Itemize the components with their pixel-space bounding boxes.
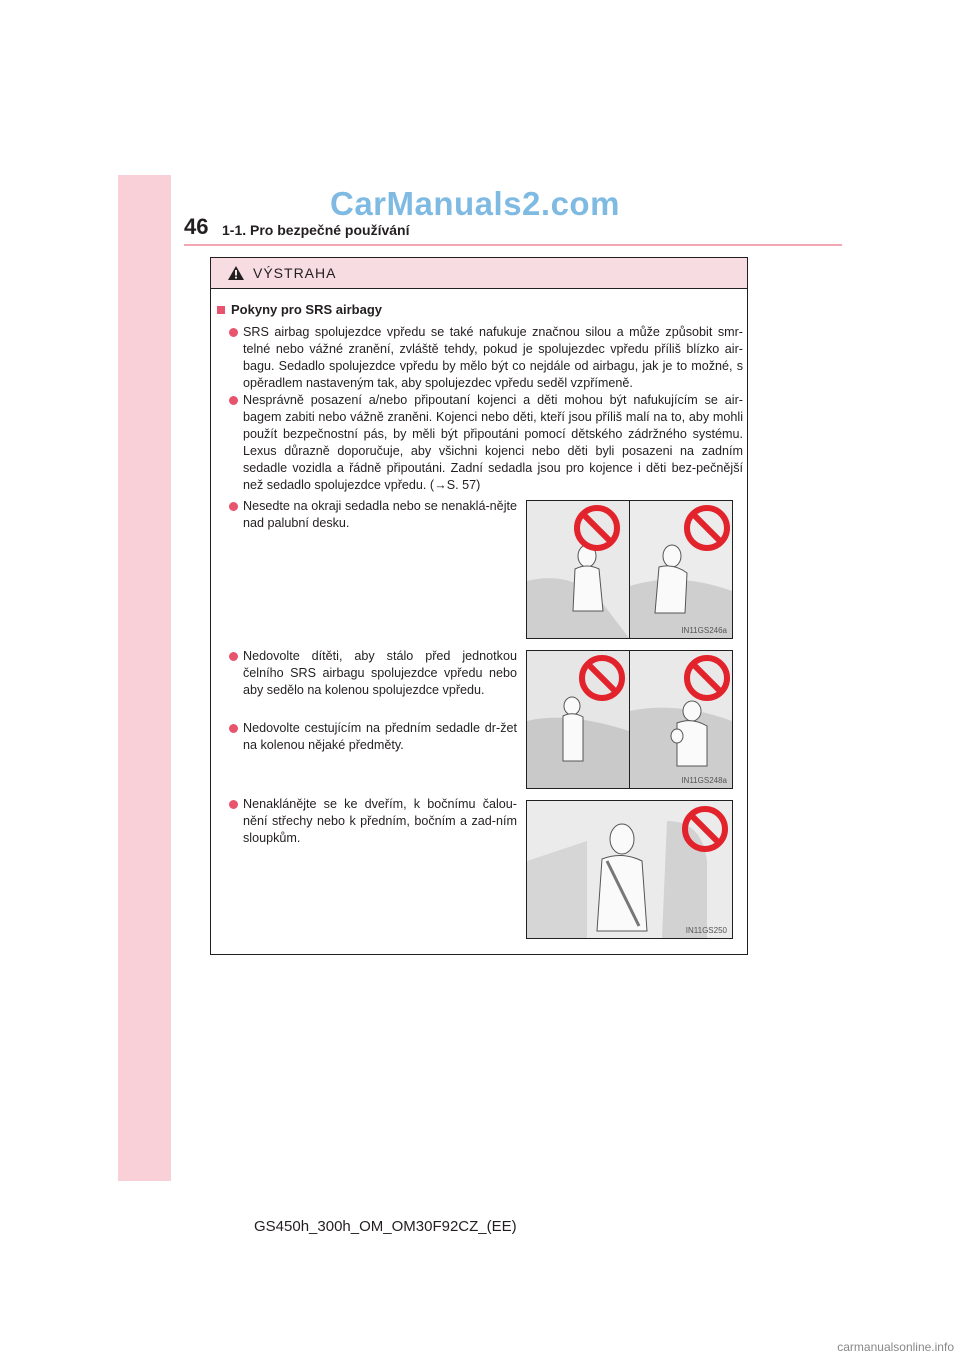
document-code: GS450h_300h_OM_OM30F92CZ_(EE) bbox=[254, 1218, 517, 1235]
square-bullet-icon bbox=[217, 306, 225, 314]
bullet-dot-icon bbox=[229, 724, 238, 733]
bullet-dot-icon bbox=[229, 328, 238, 337]
bullet-item bbox=[243, 720, 517, 754]
side-tab bbox=[118, 175, 171, 1181]
car-interior-illustration bbox=[527, 801, 732, 938]
page-number: 46 bbox=[184, 214, 209, 239]
bullet-item bbox=[243, 648, 517, 699]
car-interior-illustration bbox=[527, 501, 732, 638]
bullet-text: Nenaklánějte se ke dveřím, k bočnímu čalou-nění střechy nebo k předním, bočním a zad-ním sloupkům. bbox=[243, 797, 517, 845]
bullet-dot-icon bbox=[229, 652, 238, 661]
header-divider bbox=[184, 244, 842, 246]
illustration-lean-door bbox=[526, 800, 733, 939]
illustration-seat-edge bbox=[526, 500, 733, 639]
bullet-text: Nesprávně posazení a/nebo připoutaní kojenci a děti mohou být nafukujícím se air-bagem zabiti nebo vážně zraněni. Kojenci nebo děti, kteří jsou příliš malí na to, aby mohli použít bezpečnostní pás, by měli být připoutáni pomocí dětského zádržného systému. Lexus důrazně doporučuje, aby všichni kojenci nebo děti byli posazeni na zadním sedadle vozidla a řádně připoutáni. Zadní sedadla jsou pro kojence i děti bez-pečnější než sedadlo spolujezdce vpředu. (→S. 57) bbox=[243, 393, 743, 492]
bullet-text: Nedovolte dítěti, aby stálo před jednotkou čelního SRS airbagu spolujezdce vpředu nebo aby sedělo na kolenou spolujezdce vpředu. bbox=[243, 649, 517, 697]
bullet-item bbox=[243, 796, 517, 847]
illustration-child-front bbox=[526, 650, 733, 789]
illustration-code: IN11GS250 bbox=[685, 926, 727, 935]
warning-box bbox=[210, 257, 748, 955]
bullet-item bbox=[243, 324, 743, 392]
bullet-text: Nedovolte cestujícím na předním sedadle dr-žet na kolenou nějaké předměty. bbox=[243, 721, 517, 752]
bullet-item bbox=[243, 392, 743, 494]
bullet-text: Nesedte na okraji sedadla nebo se nenaklá-nějte nad palubní desku. bbox=[243, 499, 517, 530]
warning-title: VÝSTRAHA bbox=[253, 265, 337, 281]
watermark[interactable]: CarManuals2.com bbox=[330, 185, 620, 222]
section-heading-text: Pokyny pro SRS airbagy bbox=[231, 302, 382, 317]
warning-triangle-icon bbox=[227, 265, 245, 281]
section-heading bbox=[217, 302, 382, 317]
car-interior-illustration bbox=[527, 651, 732, 788]
section-title: 1-1. Pro bezpečné používání bbox=[222, 222, 410, 238]
brand-link[interactable]: carmanualsonline.info bbox=[837, 1340, 954, 1354]
warning-header bbox=[211, 258, 747, 289]
bullet-item bbox=[243, 498, 517, 532]
bullet-dot-icon bbox=[229, 502, 238, 511]
bullet-text: SRS airbag spolujezdce vpředu se také nafukuje značnou silou a může způsobit smr-telné nebo vážné zranění, zvláště tehdy, pokud je spolujezdec vpředu příliš blízko air-bagu. Sedadlo spolujezdce vpředu by mělo být co nejdále od airbagu, jak je to možné, s opěradlem nastaveným tak, aby spolujezdec vpředu seděl vzpřímeně. bbox=[243, 325, 743, 390]
illustration-code: IN11GS246a bbox=[681, 626, 727, 635]
bullet-dot-icon bbox=[229, 396, 238, 405]
bullet-dot-icon bbox=[229, 800, 238, 809]
illustration-code: IN11GS248a bbox=[681, 776, 727, 785]
